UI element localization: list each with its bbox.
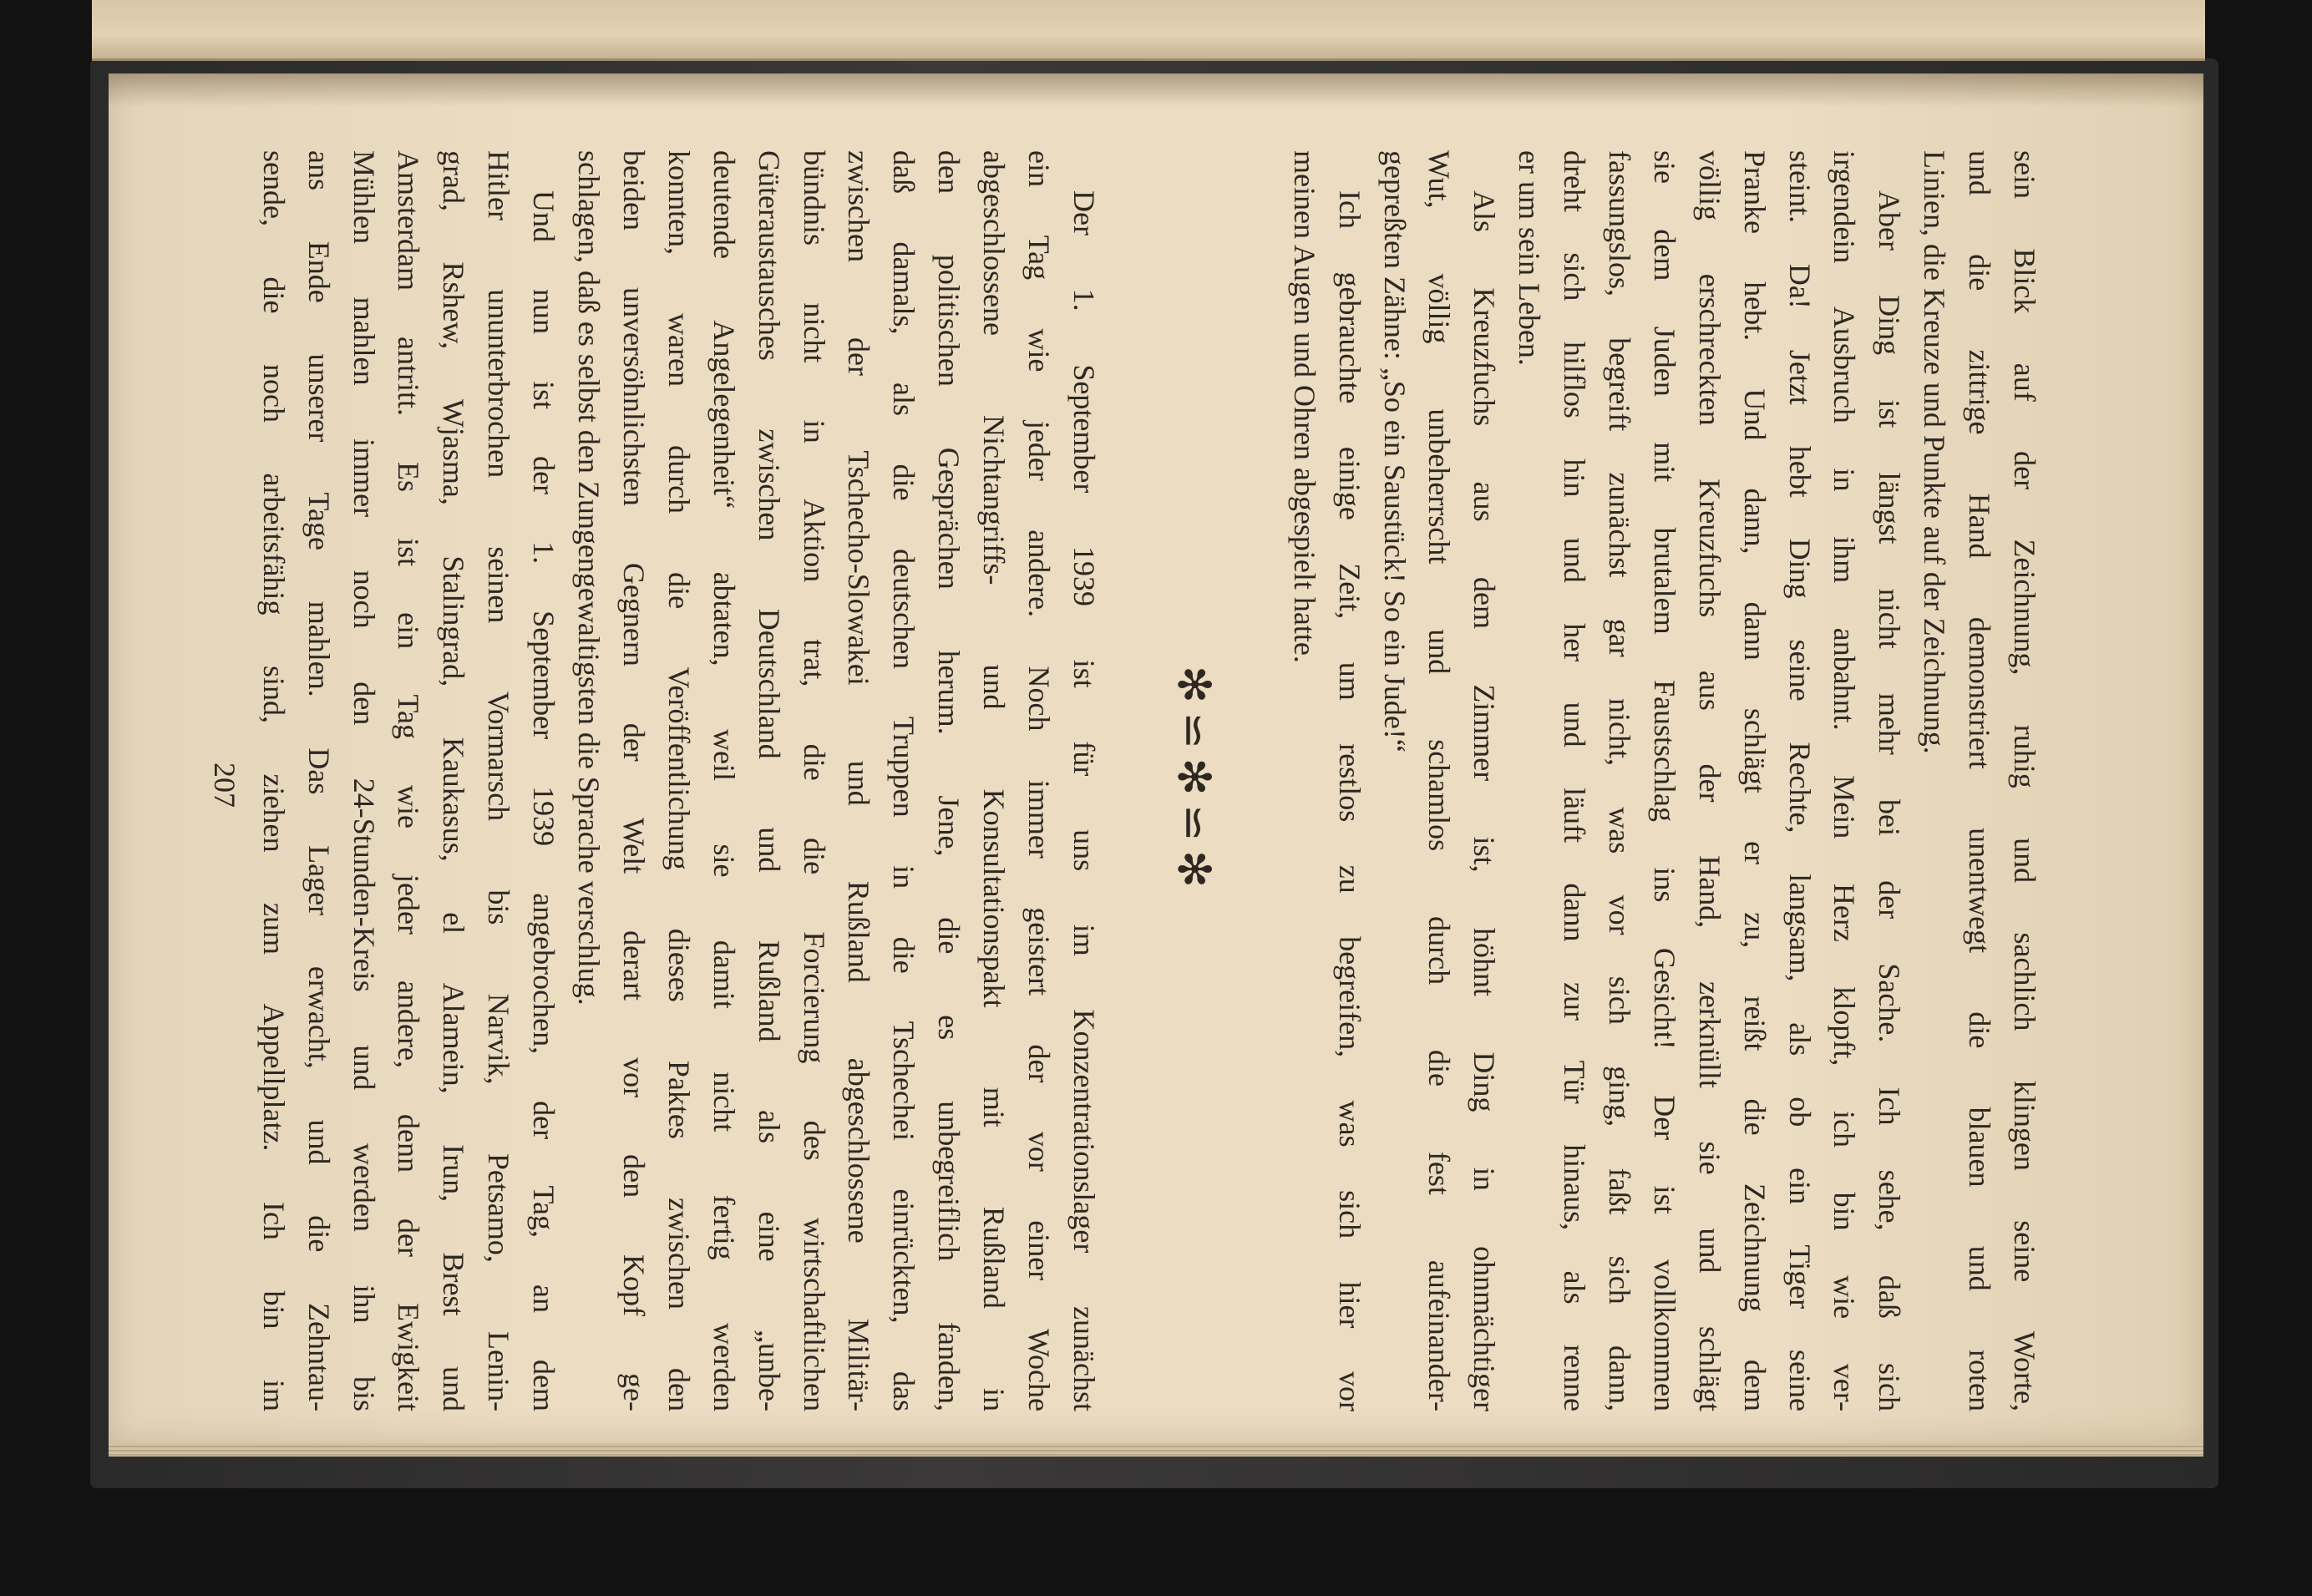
body-text: [251, 150, 2046, 1411]
text-line: Amsterdam antritt. Es ist ein Tag wie jeder andere, denn der Ewigkeit: [392, 150, 426, 1411]
text-line: gepreßten Zähne: „So ein Saustück! So ein Jude!“: [1377, 150, 1412, 752]
text-line: schlagen, daß es selbst den Zungengewaltigsten die Sprache verschlug.: [572, 150, 606, 1006]
text-line: zwischen der Tschecho-Slowakei und Rußland abgeschlossene Militär-: [842, 150, 876, 1411]
text-line: grad, Rshew, Wjasma, Stalingrad, Kaukasus, el Alamein, Irun, Brest und: [437, 150, 471, 1411]
text-line: ein Tag wie jeder andere. Noch immer geistert der vor einer Woche: [1022, 150, 1056, 1411]
text-line: dreht sich hilflos hin und her und läuft dann zur Tür hinaus, als renne: [1558, 150, 1592, 1411]
text-line: Güteraustausches zwischen Deutschland und Rußland als eine „unbe-: [752, 150, 786, 1411]
text-line: er um sein Leben.: [1513, 150, 1547, 366]
spine-shadow: [109, 73, 2203, 107]
text-line: sende, die noch arbeitsfähig sind, ziehen zum Appellplatz. Ich bin im: [256, 150, 291, 1411]
text-line: Ich gebrauchte einige Zeit, um restlos zu begreifen, was sich hier vor: [1332, 190, 1366, 1411]
text-line: Wut, völlig unbeherrscht und schamlos durch die fest aufeinander-: [1422, 150, 1457, 1411]
facing-page-edge: [92, 0, 2205, 61]
text-line: beiden unversöhnlichsten Gegnern der Welt derart vor den Kopf ge-: [616, 150, 651, 1411]
text-line: abgeschlossene Nichtangriffs- und Konsultationspakt mit Rußland in: [977, 150, 1012, 1411]
text-line: Pranke hebt. Und dann, dann schlägt er zu, reißt die Zeichnung dem: [1737, 150, 1772, 1411]
text-line: Mühlen mahlen immer noch den 24-Stunden-Kreis und werden ihn bis: [347, 150, 381, 1411]
text-line: steint. Da! Jetzt hebt Ding seine Rechte, langsam, als ob ein Tiger seine: [1782, 150, 1817, 1411]
section-ornament: ✻⋍✻⋍✻: [1168, 665, 1219, 897]
text-line: Hitler ununterbrochen seinen Vormarsch bis Narvik, Petsamo, Lenin-: [482, 150, 516, 1411]
text-line: daß damals, als die deutschen Truppen in die Tschechei einrückten, das: [887, 150, 921, 1411]
text-line: völlig erschreckten Kreuzfuchs aus der Hand, zerknüllt sie und schlägt: [1692, 150, 1726, 1411]
text-line: Und nun ist der 1. September 1939 angebrochen, der Tag, an dem: [527, 190, 561, 1411]
text-line: Als Kreuzfuchs aus dem Zimmer ist, höhnt Ding in ohnmächtiger: [1468, 190, 1502, 1411]
page-edges: [109, 1443, 2203, 1457]
text-line: bündnis nicht in Aktion trat, die die Forcierung des wirtschaftlichen: [797, 150, 831, 1411]
rotated-text-block: [175, 134, 2046, 1436]
text-line: sein Blick auf der Zeichnung, ruhig und sachlich klingen seine Worte,: [2008, 150, 2041, 1411]
text-line: und die zittrige Hand demonstriert unentwegt die blauen und roten: [1963, 150, 1997, 1411]
text-line: ans Ende unserer Tage mahlen. Das Lager erwacht, und die Zehntau-: [302, 150, 336, 1411]
text-line: meinen Augen und Ohren abgespielt hatte.: [1287, 150, 1321, 663]
text-line: den politischen Gesprächen herum. Jene, die es unbegreiflich fanden,: [932, 150, 966, 1411]
text-line: irgendein Ausbruch in ihm anbahnt. Mein Herz klopft, ich bin wie ver-: [1828, 150, 1862, 1411]
text-line: Aber Ding ist längst nicht mehr bei der Sache. Ich sehe, daß sich: [1873, 190, 1907, 1411]
text-line: fassungslos, begreift zunächst gar nicht, was vor sich ging, faßt sich dann,: [1602, 150, 1636, 1411]
text-line: Der 1. September 1939 ist für uns im Konzentrationslager zunächst: [1067, 190, 1101, 1411]
text-line: Linien, die Kreuze und Punkte auf der Zeichnung.: [1918, 150, 1952, 754]
text-line: konnten, waren durch die Veröffentlichung dieses Paktes zwischen den: [662, 150, 696, 1411]
page-number: 207: [208, 763, 241, 808]
text-line: deutende Angelegenheit“ abtaten, weil sie damit nicht fertig werden: [707, 150, 741, 1411]
text-line: sie dem Juden mit brutalem Faustschlag ins Gesicht! Der ist vollkommen: [1647, 150, 1681, 1411]
